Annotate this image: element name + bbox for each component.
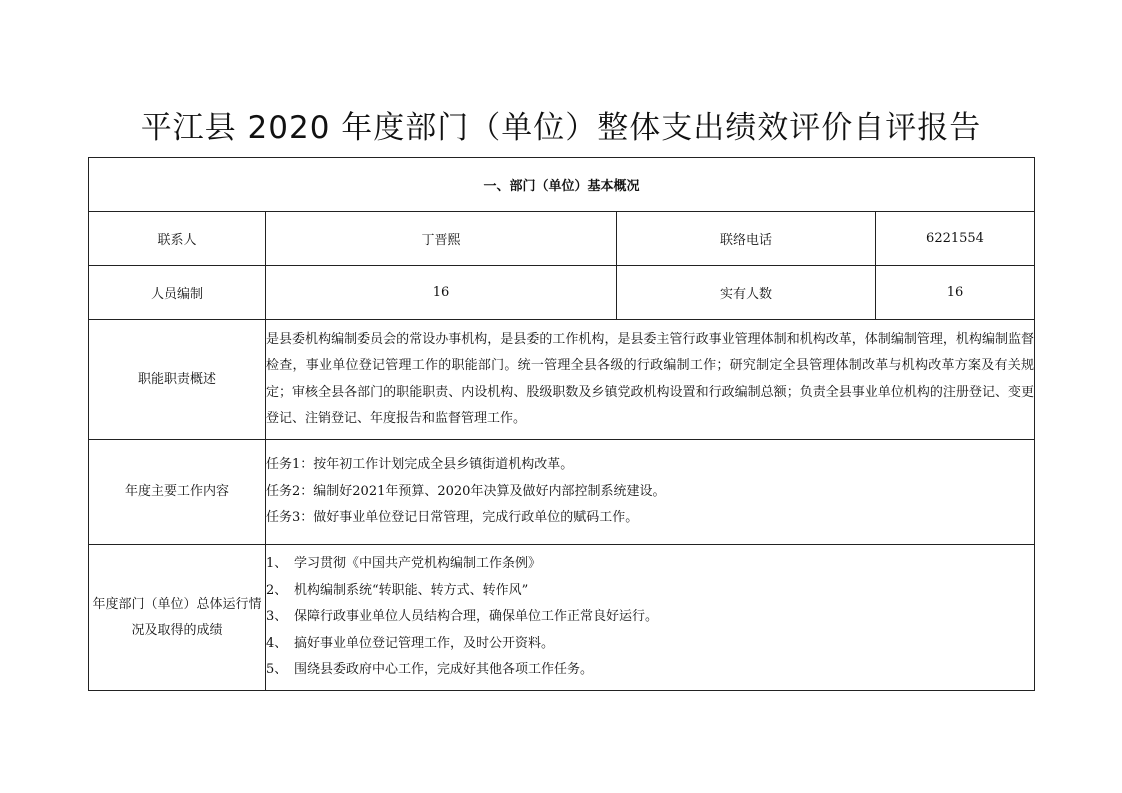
duties-text: 是县委机构编制委员会的常设办事机构，是县委的工作机构，是县委主管行政事业管理体制和机构改革，体制编制管理，机构编制监督检查，事业单位登记管理工作的职能部门。统一管理全县各级的行政编制工作；研究制定全县管理体制改革与机构改革方案及有关规定；审核全县各部门的职能职责、内设机构、股级职数及乡镇党政机构设置和行政编制总额；负责全县事业单位机构的注册登记、变更登记、注销登记、年度报告和监督管理工作。 (266, 320, 1035, 440)
list-item-text: 围绕县委政府中心工作，完成好其他各项工作任务。 (294, 662, 594, 678)
section-header: 一、部门（单位）基本概况 (89, 158, 1035, 212)
list-item-number: 2、 (266, 582, 288, 598)
table-row-contact (89, 212, 1035, 266)
list-item (266, 551, 1034, 578)
list-item (266, 604, 1034, 631)
overview-table (88, 157, 1035, 691)
list-item-number: 5、 (266, 662, 288, 678)
list-item-number: 1、 (266, 556, 288, 572)
table-row-results (89, 545, 1035, 691)
actual-staff-label: 实有人数 (617, 266, 876, 320)
phone-label: 联络电话 (617, 212, 876, 266)
staff-quota-value: 16 (266, 266, 617, 320)
list-item (266, 657, 1034, 684)
task-item: 任务2：编制好2021年预算、2020年决算及做好内部控制系统建设。 (266, 483, 666, 499)
list-item-text: 保障行政事业单位人员结构合理，确保单位工作正常良好运行。 (294, 609, 659, 625)
contact-value: 丁晋熙 (266, 212, 617, 266)
tasks-label: 年度主要工作内容 (89, 440, 266, 545)
task-item: 任务3：做好事业单位登记日常管理，完成行政单位的赋码工作。 (266, 510, 639, 526)
list-item-number: 3、 (266, 609, 288, 625)
list-item (266, 578, 1034, 605)
duties-label: 职能职责概述 (89, 320, 266, 440)
list-item-number: 4、 (266, 635, 288, 651)
results-list (266, 545, 1035, 691)
list-item-text: 机构编制系统“转职能、转方式、转作风” (294, 582, 529, 598)
list-item-text: 学习贯彻《中国共产党机构编制工作条例》 (294, 556, 542, 572)
table-row-tasks (89, 440, 1035, 545)
actual-staff-value: 16 (876, 266, 1035, 320)
table-row-duties (89, 320, 1035, 440)
phone-value: 6221554 (876, 212, 1035, 266)
contact-label: 联系人 (89, 212, 266, 266)
task-item: 任务1：按年初工作计划完成全县乡镇街道机构改革。 (266, 457, 574, 473)
staff-quota-label: 人员编制 (89, 266, 266, 320)
results-label: 年度部门（单位）总体运行情况及取得的成绩 (89, 545, 266, 691)
document-title: 平江县 2020 年度部门（单位）整体支出绩效评价自评报告 (140, 110, 982, 146)
list-item (266, 631, 1034, 658)
tasks-list (266, 440, 1035, 545)
list-item-text: 搞好事业单位登记管理工作，及时公开资料。 (294, 635, 555, 651)
table-row-staff (89, 266, 1035, 320)
